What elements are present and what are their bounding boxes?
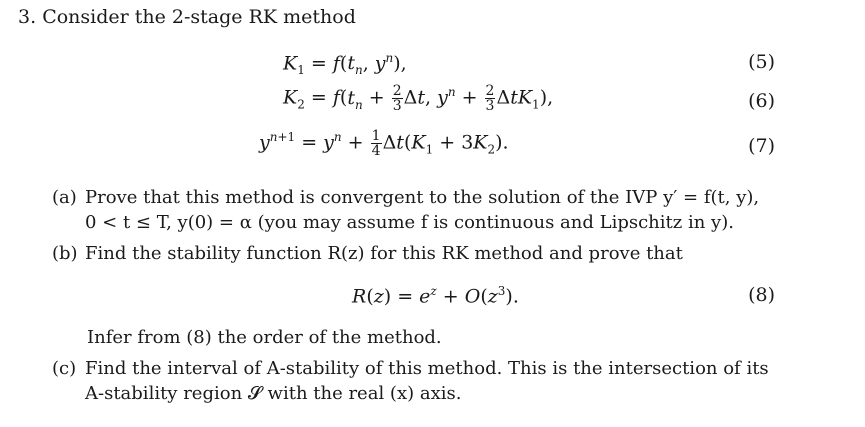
- problem-intro: Consider the 2-stage RK method: [42, 6, 356, 28]
- part-b-label: (b): [52, 243, 78, 264]
- part-b-infer: Infer from (8) the order of the method.: [87, 327, 442, 348]
- part-b-text: Find the stability function R(z) for this RK method and prove that: [85, 243, 683, 264]
- equation-6: $K_2 = f(t_n$ + $\frac{2}{3}$ Δt, $y^n$ + $\frac{2}{3}$ ΔtK$_1$),: [283, 83, 554, 114]
- part-a-line1: Prove that this method is convergent to the solution of the IVP y′ = f(t, y),: [85, 187, 760, 208]
- equation-5-row: [0, 47, 865, 81]
- equation-6-label: (6): [748, 90, 775, 112]
- part-c-label: (c): [52, 358, 77, 379]
- part-a: [52, 185, 782, 235]
- part-a-label: (a): [52, 187, 77, 208]
- equation-8-row: [0, 280, 865, 314]
- equation-6-row: [0, 82, 865, 116]
- equation-7-label: (7): [748, 135, 775, 157]
- part-c: [52, 356, 782, 406]
- equation-7-row: [0, 127, 865, 161]
- fraction-2-3: $\frac{2}{3}$: [392, 83, 402, 114]
- part-a-line2: 0 < t ≤ T, y(0) = α (you may assume f is continuous and Lipschitz in y).: [85, 212, 734, 233]
- part-c-line1: Find the interval of A-stability of this method. This is the intersection of its: [85, 358, 769, 379]
- fraction-2-3: $\frac{2}{3}$: [485, 83, 495, 114]
- fraction-1-4: $\frac{1}{4}$: [371, 128, 381, 159]
- equation-5: $K_1 = f(t_n$, $y^n$),: [283, 51, 407, 78]
- problem-number: 3.: [18, 6, 37, 28]
- equation-8-label: (8): [748, 284, 775, 306]
- equation-5-label: (5): [748, 51, 775, 73]
- equation-8: $R(z) = e^z + O(z^3)$.: [352, 284, 519, 308]
- part-c-line2: A-stability region 𝓢 with the real (x) axis.: [85, 383, 462, 404]
- part-b: [52, 241, 782, 266]
- problem-heading: [18, 6, 356, 28]
- equation-7: $y^{n+1} = y^n$ + $\frac{1}{4}$ $\Delta t(K_1 + 3K_2)$.: [259, 128, 509, 159]
